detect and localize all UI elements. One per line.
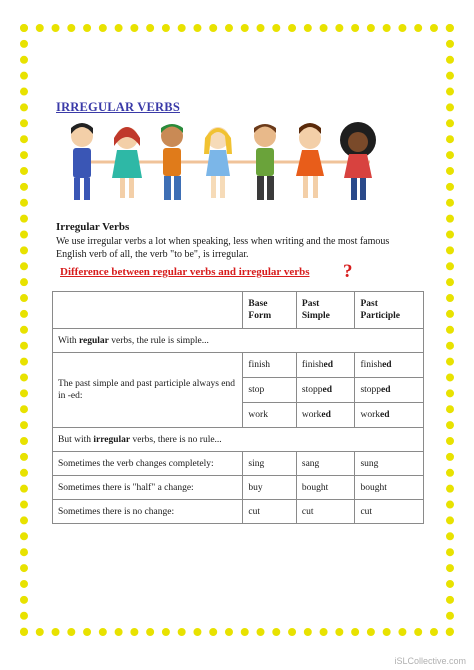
- worksheet-title: IRREGULAR VERBS: [56, 100, 180, 114]
- base-form-cell: work: [243, 403, 296, 428]
- child-figure-5: [254, 124, 276, 200]
- base-form-cell: cut: [243, 500, 296, 524]
- past-participle-cell: stopped: [355, 378, 424, 403]
- past-participle-cell: worked: [355, 403, 424, 428]
- children-illustration: [60, 118, 390, 208]
- table-row: [53, 353, 424, 378]
- past-participle-cell: sung: [355, 452, 424, 476]
- row-label: Sometimes there is no change:: [53, 500, 243, 524]
- header-base-form: Base Form: [243, 292, 296, 329]
- row-label: Sometimes the verb changes completely:: [53, 452, 243, 476]
- past-participle-cell: cut: [355, 500, 424, 524]
- comparison-subtitle: Difference between regular verbs and irregular verbs: [60, 266, 310, 278]
- past-simple-cell: stopped: [296, 378, 355, 403]
- base-form-cell: sing: [243, 452, 296, 476]
- child-figure-4: [204, 127, 232, 198]
- past-participle-cell: bought: [355, 476, 424, 500]
- past-simple-cell: worked: [296, 403, 355, 428]
- base-form-cell: stop: [243, 378, 296, 403]
- header-past-participle: Past Participle: [355, 292, 424, 329]
- past-ending-label: The past simple and past participle always end in -ed:: [53, 353, 243, 428]
- header-cell-empty: [53, 292, 243, 329]
- regular-rule-cell: With regular verbs, the rule is simple...: [53, 329, 424, 353]
- table-row: [53, 500, 424, 524]
- header-past-simple: Past Simple: [296, 292, 355, 329]
- past-simple-cell: bought: [296, 476, 355, 500]
- table-row: [53, 428, 424, 452]
- base-form-cell: buy: [243, 476, 296, 500]
- table-header-row: [53, 292, 424, 329]
- row-label: Sometimes there is "half" a change:: [53, 476, 243, 500]
- table-row: [53, 476, 424, 500]
- child-figure-6: [296, 123, 324, 198]
- intro-paragraph: We use irregular verbs a lot when speaking, less when writing and the most famous English verb of all, the verb "to be", is irregular.: [56, 236, 390, 260]
- child-figure-1: [71, 123, 93, 200]
- base-form-cell: finish: [243, 353, 296, 378]
- past-participle-cell: finished: [355, 353, 424, 378]
- verbs-table: [52, 291, 424, 524]
- past-simple-cell: cut: [296, 500, 355, 524]
- past-simple-cell: sang: [296, 452, 355, 476]
- past-simple-cell: finished: [296, 353, 355, 378]
- child-figure-2: [112, 127, 142, 198]
- table-row: [53, 452, 424, 476]
- irregular-rule-cell: But with irregular verbs, there is no rule...: [53, 428, 424, 452]
- section-heading: Irregular Verbs: [56, 221, 130, 233]
- footer-watermark: iSLCollective.com: [394, 656, 466, 666]
- table-row: [53, 329, 424, 353]
- question-mark: ?: [343, 261, 353, 282]
- child-figure-3: [161, 124, 183, 200]
